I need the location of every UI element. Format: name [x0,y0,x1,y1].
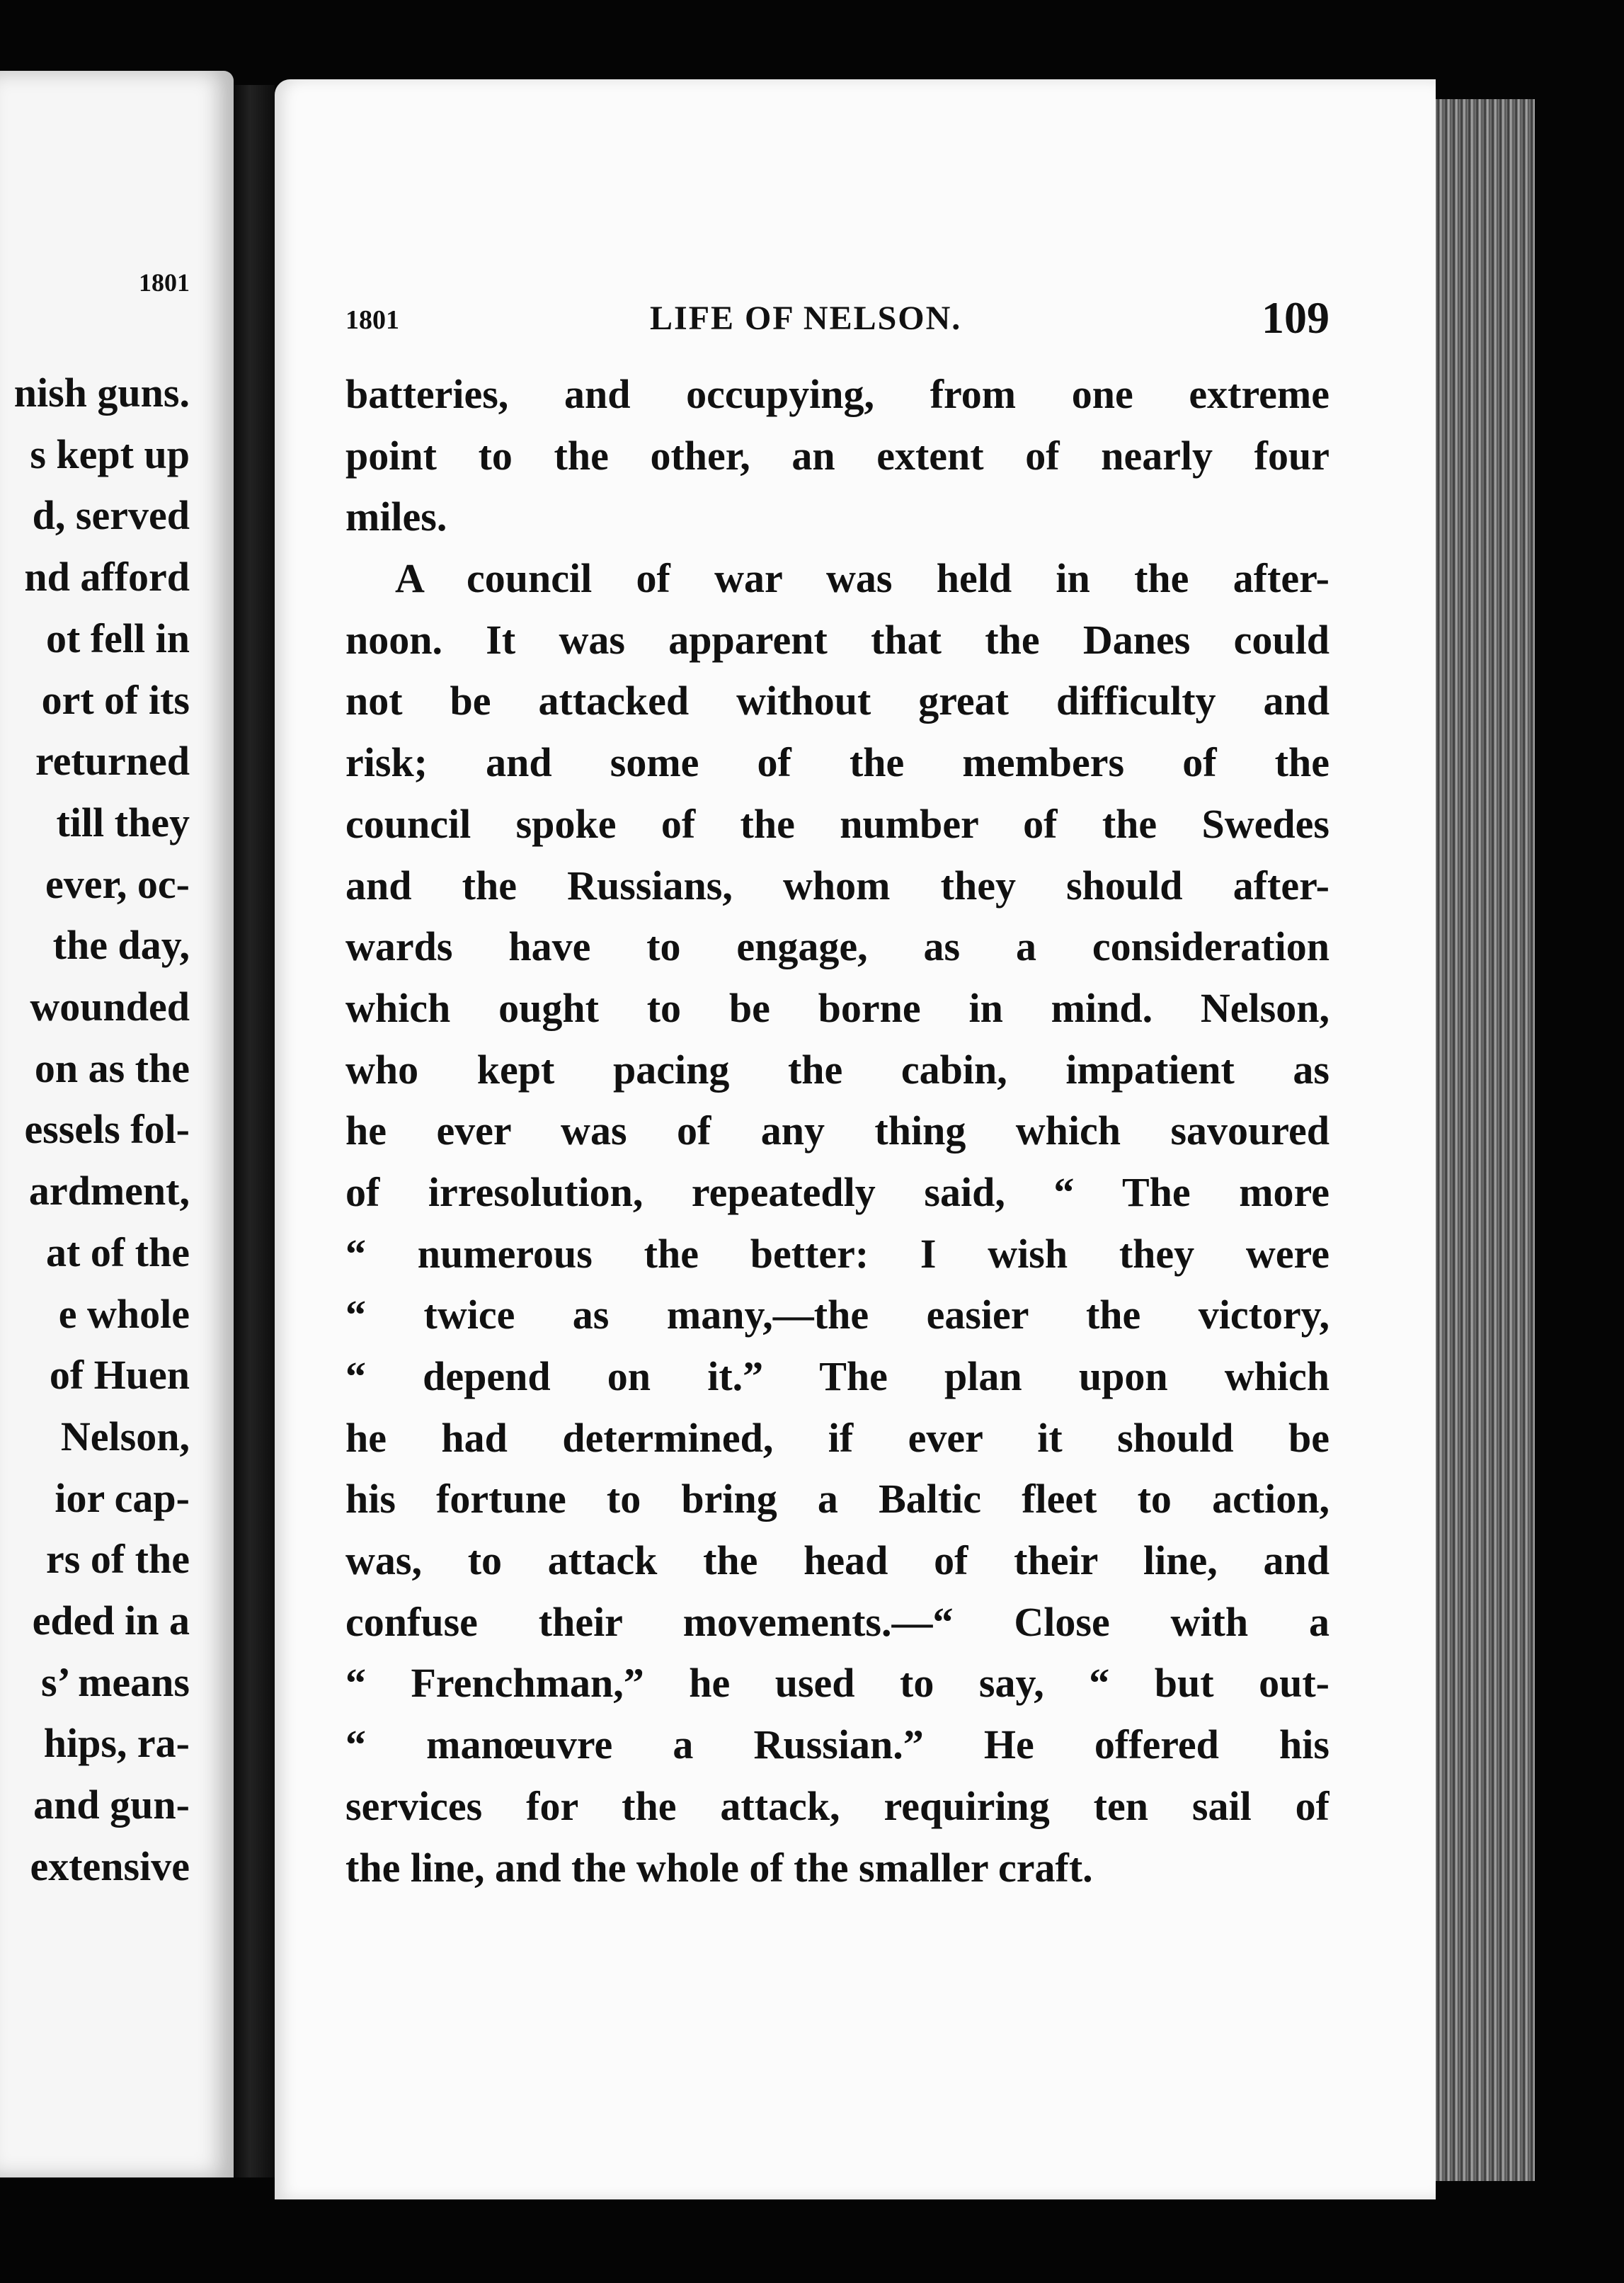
previous-page-line: of Huen [49,1352,190,1399]
current-page [275,79,1436,2199]
text-line: the line, and the whole of the smaller craft. [345,1844,1093,1891]
previous-page [0,71,234,2177]
previous-page-line: rs of the [46,1536,190,1583]
text-line: his fortune to bring a Baltic fleet to action, [345,1476,1329,1522]
text-line: he ever was of any thing which savoured [345,1108,1329,1154]
text-line: A council of war was held in the after- [395,555,1329,602]
previous-page-line: s kept up [30,431,190,477]
page-number: 109 [1262,292,1329,343]
text-line: “ twice as many,—the easier the victory, [345,1292,1329,1338]
previous-page-line: at of the [46,1229,190,1275]
previous-page-running-year: 1801 [139,268,190,297]
previous-page-line: extensive [30,1843,190,1889]
text-line: “ Frenchman,” he used to say, “ but out- [345,1660,1329,1707]
text-line: risk; and some of the members of the [345,739,1329,786]
text-line: who kept pacing the cabin, impatient as [345,1046,1329,1093]
text-line: of irresolution, repeatedly said, “ The more [345,1168,1329,1215]
text-line: services for the attack, requiring ten sail of [345,1782,1329,1829]
previous-page-line: wounded [30,984,190,1030]
text-line: “ numerous the better: I wish they were [345,1230,1329,1277]
book-gutter [234,85,275,2177]
previous-page-line: nd afford [24,554,190,600]
previous-page-line: eded in a [32,1598,190,1644]
text-line: batteries, and occupying, from one extreme [345,371,1329,417]
previous-page-line: ot fell in [46,615,190,661]
text-line: point to the other, an extent of nearly four [345,432,1329,479]
previous-page-line: s’ means [41,1658,190,1705]
text-line: miles. [345,494,447,540]
text-line: was, to attack the head of their line, and [345,1537,1329,1584]
previous-page-line: essels fol- [24,1106,190,1153]
running-head-year: 1801 [345,305,399,335]
previous-page-text [14,363,190,1898]
page-body-text [345,364,1329,1898]
previous-page-line: returned [35,738,190,785]
previous-page-line: on as the [34,1044,190,1091]
previous-page-line: ort of its [41,676,190,723]
running-head [345,292,1329,355]
page-edges [1436,99,1535,2181]
previous-page-line: nish guns. [13,370,190,416]
previous-page-line: ardment, [28,1168,190,1214]
running-head-title: LIFE OF NELSON. [650,300,962,337]
previous-page-line: e whole [58,1290,190,1337]
previous-page-line: till they [56,799,190,846]
text-line: which ought to be borne in mind. Nelson, [345,984,1329,1031]
text-line: noon. It was apparent that the Danes could [345,616,1329,663]
previous-page-line: d, served [32,492,190,539]
text-line: wards have to engage, as a consideration [345,923,1329,970]
previous-page-line: and gun- [33,1782,190,1828]
text-line: “ depend on it.” The plan upon which [345,1353,1329,1399]
text-line: confuse their movements.—“ Close with a [345,1598,1329,1645]
text-line: he had determined, if ever it should be [345,1414,1329,1461]
previous-page-line: Nelson, [60,1413,190,1459]
previous-page-line: ever, oc- [45,860,190,907]
previous-page-line: hips, ra- [43,1720,190,1767]
text-line: “ manœuvre a Russian.” He offered his [345,1721,1329,1768]
previous-page-line: ior cap- [55,1474,190,1521]
text-line: and the Russians, whom they should after- [345,862,1329,909]
text-line: council spoke of the number of the Swedes [345,800,1329,847]
previous-page-line: the day, [52,922,190,969]
text-line: not be attacked without great difficulty and [345,678,1329,724]
